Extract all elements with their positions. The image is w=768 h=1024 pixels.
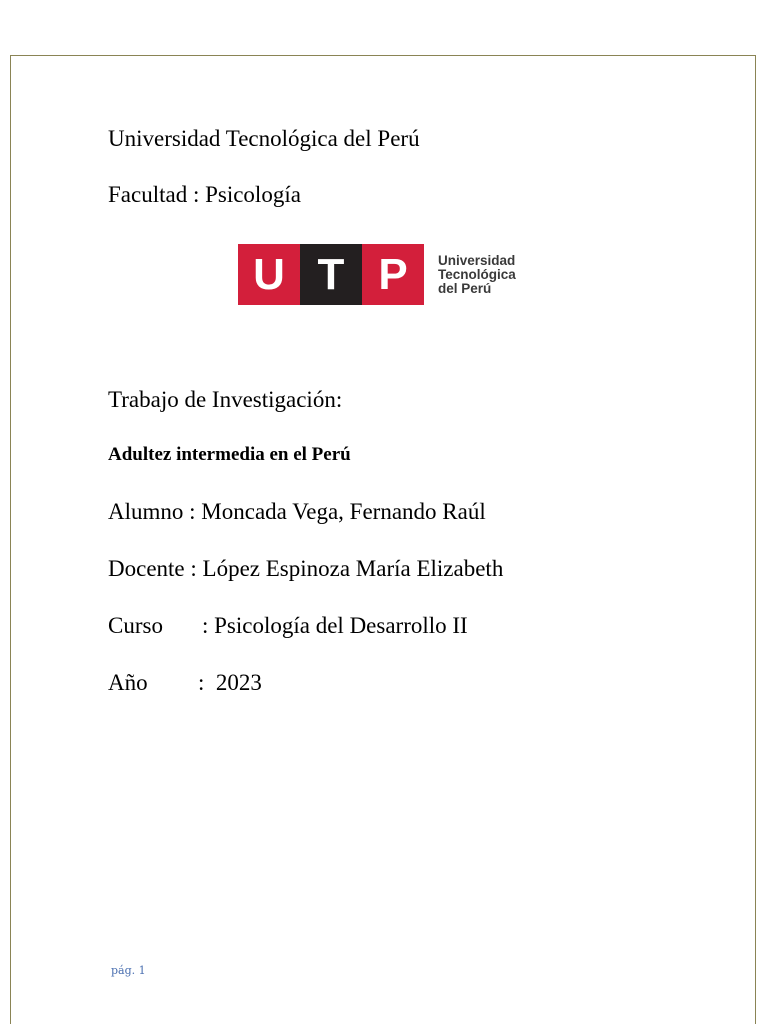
logo-wordmark-line-1: Universidad bbox=[438, 252, 516, 268]
logo-letter-p: P bbox=[362, 244, 424, 305]
logo-wordmark-line-3: del Perú bbox=[438, 280, 492, 296]
year-label: Año bbox=[108, 670, 148, 695]
year-separator: : bbox=[198, 670, 205, 695]
course-separator: : bbox=[202, 613, 209, 638]
utp-logo bbox=[238, 244, 516, 305]
work-title: Adultez intermedia en el Perú bbox=[108, 444, 351, 465]
logo-letter-t: T bbox=[300, 244, 362, 305]
work-type: Trabajo de Investigación: bbox=[108, 387, 343, 412]
faculty-separator: : bbox=[192, 182, 200, 207]
teacher-label: Docente bbox=[108, 556, 185, 581]
course-label: Curso bbox=[108, 613, 163, 638]
year-line bbox=[108, 669, 262, 697]
course-line bbox=[108, 612, 468, 640]
student-value: Moncada Vega, Fernando Raúl bbox=[201, 499, 486, 524]
logo-blocks bbox=[238, 244, 424, 305]
course-value: Psicología del Desarrollo II bbox=[214, 613, 468, 638]
student-separator: : bbox=[189, 499, 196, 524]
teacher-value: López Espinoza María Elizabeth bbox=[202, 556, 504, 581]
page-number: pág. 1 bbox=[111, 964, 146, 977]
student-label: Alumno bbox=[108, 499, 184, 524]
university-name: Universidad Tecnológica del Perú bbox=[108, 126, 420, 151]
student-line bbox=[108, 498, 486, 526]
faculty-line bbox=[108, 181, 301, 209]
faculty-label: Facultad bbox=[108, 182, 188, 207]
logo-letter-u: U bbox=[238, 244, 300, 305]
logo-wordmark-line-2: Tecnológica bbox=[438, 266, 516, 282]
year-value: 2023 bbox=[215, 670, 262, 695]
logo-wordmark bbox=[438, 254, 516, 296]
teacher-separator: : bbox=[190, 556, 197, 581]
teacher-line bbox=[108, 555, 503, 583]
faculty-value: Psicología bbox=[205, 182, 301, 207]
